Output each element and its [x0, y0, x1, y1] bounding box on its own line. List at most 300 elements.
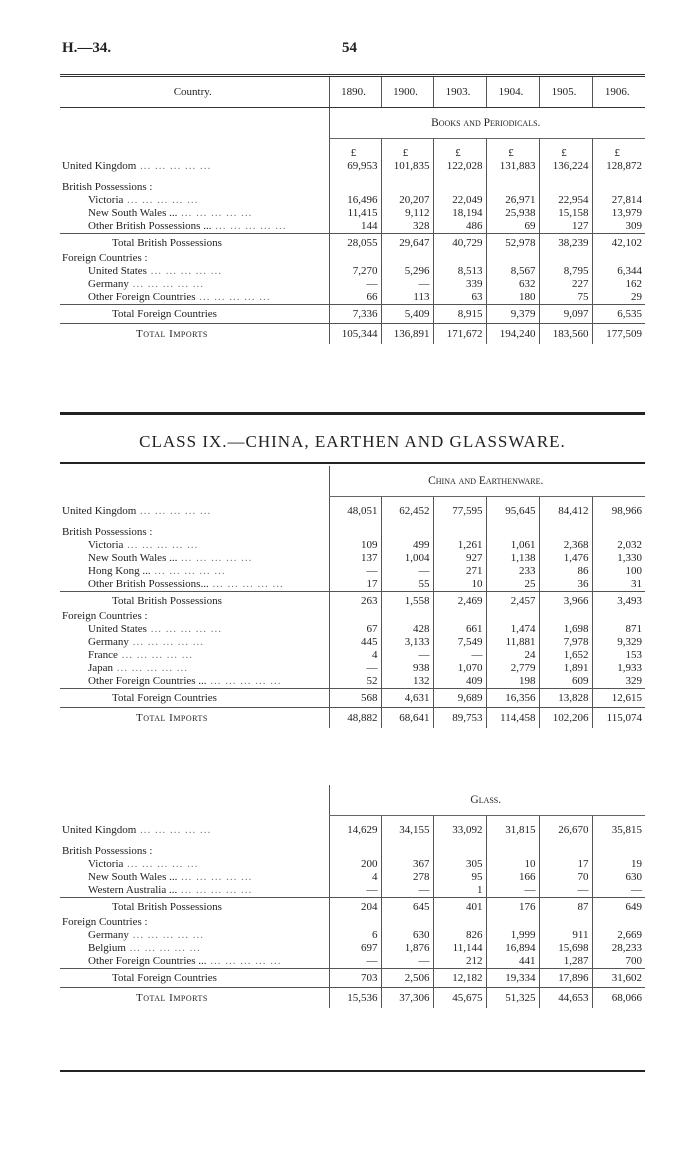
table-row: [60, 578, 645, 592]
value-cell: 5,409: [381, 305, 433, 324]
value-cell: 177,509: [592, 324, 645, 345]
empty-cell: [329, 526, 381, 539]
empty-cell: [433, 610, 486, 623]
table-row: [60, 265, 645, 278]
value-cell: 367: [381, 858, 433, 871]
row-label: [60, 505, 329, 518]
leader-dots: ... ... ... ... ...: [195, 291, 271, 303]
year-header: 1905.: [539, 76, 592, 108]
value-cell: 1,004: [381, 552, 433, 565]
empty-cell: [486, 916, 539, 929]
table-row: [60, 207, 645, 220]
spacer-cell: [433, 837, 486, 845]
leader-dots: ... ... ... ... ...: [136, 160, 212, 172]
table-row: [60, 942, 645, 955]
row-label: [60, 265, 329, 278]
value-cell: 37,306: [381, 988, 433, 1009]
value-cell: 927: [433, 552, 486, 565]
row-label-text: Total Foreign Countries: [112, 691, 217, 704]
row-label: [60, 623, 329, 636]
value-cell: 10: [433, 578, 486, 592]
row-label-text: Belgium: [88, 942, 126, 954]
spacer-row: [60, 837, 645, 845]
empty-cell: [381, 526, 433, 539]
row-label: [60, 871, 329, 884]
empty-cell: [329, 181, 381, 194]
row-label-text: United States: [88, 265, 147, 277]
table-row: [60, 552, 645, 565]
row-label-text: Foreign Countries :: [62, 916, 148, 928]
row-label-text: New South Wales ...: [88, 552, 178, 564]
currency-spacer: [60, 147, 329, 160]
row-label-text: Other Foreign Countries ...: [88, 955, 207, 967]
value-cell: 19: [592, 858, 645, 871]
leader-dots: ... ... ... ... ...: [117, 649, 193, 661]
value-cell: 132: [381, 675, 433, 689]
value-cell: 9,097: [539, 305, 592, 324]
section-rule: [60, 1070, 645, 1072]
row-label-text: Foreign Countries :: [62, 252, 148, 264]
leader-dots: ... ... ... ... ...: [113, 662, 189, 674]
leader-dots: ... ... ... ... ...: [146, 623, 222, 635]
row-label: [60, 278, 329, 291]
china-earthenware-table: [60, 466, 645, 728]
value-cell: 486: [433, 220, 486, 234]
section-rule: [60, 412, 645, 415]
value-cell: 26,670: [539, 824, 592, 837]
value-cell: 409: [433, 675, 486, 689]
value-cell: 109: [329, 539, 381, 552]
value-cell: 212: [433, 955, 486, 969]
value-cell: 102,206: [539, 708, 592, 729]
spacer-cell: [60, 518, 329, 526]
value-cell: 271: [433, 565, 486, 578]
value-cell: 15,158: [539, 207, 592, 220]
value-cell: 871: [592, 623, 645, 636]
value-cell: 62,452: [381, 505, 433, 518]
subtotal-row: [60, 898, 645, 917]
page-header: [62, 40, 670, 60]
empty-cell: [381, 610, 433, 623]
value-cell: 42,102: [592, 234, 645, 253]
spacer-cell: [539, 837, 592, 845]
row-label-text: Victoria: [88, 539, 124, 551]
value-cell: 31,602: [592, 969, 645, 988]
spacer-cell: [381, 173, 433, 181]
leader-dots: ... ... ... ... ...: [136, 505, 212, 517]
value-cell: 131,883: [486, 160, 539, 173]
spacer-cell: [539, 173, 592, 181]
value-cell: 7,270: [329, 265, 381, 278]
table-row: [60, 160, 645, 173]
row-label: [60, 884, 329, 898]
row-label: [60, 526, 329, 539]
value-cell: 8,567: [486, 265, 539, 278]
row-label-text: Hong Kong ...: [88, 565, 151, 577]
value-cell: 20,207: [381, 194, 433, 207]
empty-cell: [329, 845, 381, 858]
row-label-text: Foreign Countries :: [62, 610, 148, 622]
value-cell: 4,631: [381, 689, 433, 708]
value-cell: 137: [329, 552, 381, 565]
spacer-cell: [592, 518, 645, 526]
table-row: [60, 824, 645, 837]
value-cell: 499: [381, 539, 433, 552]
leader-dots: ... ... ... ... ...: [177, 552, 253, 564]
value-cell: 166: [486, 871, 539, 884]
value-cell: 6,344: [592, 265, 645, 278]
leader-dots: ... ... ... ... ...: [177, 884, 253, 896]
row-label-text: Total Foreign Countries: [112, 971, 217, 984]
value-cell: 1,330: [592, 552, 645, 565]
value-cell: 27,814: [592, 194, 645, 207]
value-cell: 75: [539, 291, 592, 305]
table-row: [60, 884, 645, 898]
row-label-text: United Kingdom: [62, 505, 137, 517]
value-cell: 200: [329, 858, 381, 871]
value-cell: 40,729: [433, 234, 486, 253]
value-cell: 1,287: [539, 955, 592, 969]
value-cell: 38,239: [539, 234, 592, 253]
value-cell: 697: [329, 942, 381, 955]
spacer-cell: [539, 139, 592, 148]
subtotal-row: [60, 234, 645, 253]
row-label-text: United Kingdom: [62, 160, 137, 172]
value-cell: 1,698: [539, 623, 592, 636]
table-row: [60, 194, 645, 207]
row-label-text: Germany: [88, 929, 129, 941]
value-cell: 52,978: [486, 234, 539, 253]
empty-cell: [329, 916, 381, 929]
row-label: [60, 708, 329, 729]
spacer-cell: [592, 173, 645, 181]
value-cell: 8,915: [433, 305, 486, 324]
empty-cell: [486, 610, 539, 623]
spacer-cell: [592, 497, 645, 506]
value-cell: 66: [329, 291, 381, 305]
value-cell: —: [329, 565, 381, 578]
value-cell: —: [592, 884, 645, 898]
leader-dots: ... ... ... ... ...: [125, 942, 201, 954]
value-cell: 632: [486, 278, 539, 291]
leader-dots: ... ... ... ... ...: [128, 929, 204, 941]
row-label: [60, 610, 329, 623]
value-cell: 1,474: [486, 623, 539, 636]
value-cell: 309: [592, 220, 645, 234]
group-heading-row: [60, 252, 645, 265]
year-header: 1904.: [486, 76, 539, 108]
value-cell: 4: [329, 649, 381, 662]
value-cell: 441: [486, 955, 539, 969]
table-row: [60, 565, 645, 578]
value-cell: 2,368: [539, 539, 592, 552]
row-label: [60, 194, 329, 207]
empty-cell: [329, 252, 381, 265]
empty-cell: [592, 181, 645, 194]
row-label-text: Total British Possessions: [112, 594, 222, 607]
value-cell: 12,615: [592, 689, 645, 708]
value-cell: 98,966: [592, 505, 645, 518]
currency-symbol: £: [329, 147, 381, 160]
value-cell: 700: [592, 955, 645, 969]
value-cell: 68,641: [381, 708, 433, 729]
table-row: [60, 662, 645, 675]
row-label: [60, 181, 329, 194]
value-cell: 7,549: [433, 636, 486, 649]
value-cell: 101,835: [381, 160, 433, 173]
spacer-cell: [539, 816, 592, 825]
class-title: CLASS IX.—CHINA, EARTHEN AND GLASSWARE.: [139, 432, 566, 451]
value-cell: 7,336: [329, 305, 381, 324]
group-heading-row: [60, 845, 645, 858]
value-cell: 661: [433, 623, 486, 636]
value-cell: 1,652: [539, 649, 592, 662]
empty-cell: [381, 181, 433, 194]
subtotal-row: [60, 969, 645, 988]
empty-cell: [486, 845, 539, 858]
value-cell: 113: [381, 291, 433, 305]
value-cell: 1,138: [486, 552, 539, 565]
empty-cell: [539, 916, 592, 929]
spacer-row: [60, 497, 645, 506]
value-cell: 17,896: [539, 969, 592, 988]
value-cell: 55: [381, 578, 433, 592]
row-label-text: Other British Possessions ...: [88, 220, 212, 232]
spacer-cell: [433, 139, 486, 148]
value-cell: 70: [539, 871, 592, 884]
value-cell: 938: [381, 662, 433, 675]
value-cell: 95: [433, 871, 486, 884]
value-cell: 428: [381, 623, 433, 636]
spacer-cell: [539, 497, 592, 506]
leader-dots: ... ... ... ... ...: [150, 565, 226, 577]
row-label-text: Other Foreign Countries ...: [88, 675, 207, 687]
books-periodicals-table: [60, 74, 645, 344]
value-cell: 9,379: [486, 305, 539, 324]
row-label-text: Total British Possessions: [112, 236, 222, 249]
table-row: [60, 675, 645, 689]
value-cell: 1,476: [539, 552, 592, 565]
spacer-cell: [539, 518, 592, 526]
value-cell: 198: [486, 675, 539, 689]
value-cell: 649: [592, 898, 645, 917]
spacer-cell: [60, 497, 329, 506]
leader-dots: ... ... ... ... ...: [208, 578, 284, 590]
value-cell: 2,032: [592, 539, 645, 552]
section-title: China and Earthenware.: [329, 466, 645, 497]
row-label: [60, 291, 329, 305]
empty-cell: [592, 252, 645, 265]
year-header: 1906.: [592, 76, 645, 108]
value-cell: 34,155: [381, 824, 433, 837]
row-label: [60, 578, 329, 592]
value-cell: 703: [329, 969, 381, 988]
empty-cell: [592, 526, 645, 539]
row-label: [60, 858, 329, 871]
leader-dots: ... ... ... ... ...: [146, 265, 222, 277]
group-heading-row: [60, 916, 645, 929]
value-cell: 136,224: [539, 160, 592, 173]
value-cell: —: [381, 884, 433, 898]
value-cell: 6,535: [592, 305, 645, 324]
value-cell: 6: [329, 929, 381, 942]
empty-cell: [329, 610, 381, 623]
value-cell: 10: [486, 858, 539, 871]
spacer-cell: [329, 497, 381, 506]
value-cell: —: [486, 884, 539, 898]
table-row: [60, 955, 645, 969]
value-cell: 204: [329, 898, 381, 917]
row-label-text: British Possessions :: [62, 526, 153, 538]
empty-cell: [381, 252, 433, 265]
value-cell: 328: [381, 220, 433, 234]
empty-cell: [539, 526, 592, 539]
spacer-cell: [486, 837, 539, 845]
row-label-text: France: [88, 649, 118, 661]
spacer-cell: [329, 139, 381, 148]
value-cell: —: [381, 565, 433, 578]
value-cell: 18,194: [433, 207, 486, 220]
value-cell: 13,979: [592, 207, 645, 220]
section-title: Books and Periodicals.: [329, 108, 645, 139]
value-cell: 180: [486, 291, 539, 305]
row-label-text: Total Imports: [136, 327, 208, 340]
value-cell: 22,954: [539, 194, 592, 207]
currency-symbol: £: [592, 147, 645, 160]
spacer-cell: [433, 816, 486, 825]
row-label: [60, 324, 329, 345]
spacer-cell: [486, 173, 539, 181]
country-header: Country.: [60, 76, 329, 108]
row-label: [60, 207, 329, 220]
leader-dots: ... ... ... ... ...: [123, 194, 199, 206]
row-label-text: United States: [88, 623, 147, 635]
leader-dots: ... ... ... ... ...: [136, 824, 212, 836]
value-cell: 16,894: [486, 942, 539, 955]
subtotal-row: [60, 305, 645, 324]
currency-symbol: £: [539, 147, 592, 160]
row-label-text: Total Imports: [136, 991, 208, 1004]
group-heading-row: [60, 610, 645, 623]
row-label: [60, 689, 329, 708]
currency-symbol: £: [381, 147, 433, 160]
value-cell: —: [539, 884, 592, 898]
empty-cell: [486, 526, 539, 539]
value-cell: 8,513: [433, 265, 486, 278]
leader-dots: ... ... ... ... ...: [123, 539, 199, 551]
table-row: [60, 871, 645, 884]
row-label: [60, 824, 329, 837]
empty-cell: [433, 252, 486, 265]
spacer-cell: [433, 518, 486, 526]
spacer-cell: [381, 837, 433, 845]
spacer-row: [60, 139, 645, 148]
section-title: Glass.: [329, 785, 645, 816]
row-label: [60, 662, 329, 675]
value-cell: 401: [433, 898, 486, 917]
value-cell: 16,496: [329, 194, 381, 207]
subtotal-row: [60, 689, 645, 708]
row-label-text: Japan: [88, 662, 114, 674]
leader-dots: ... ... ... ... ...: [128, 636, 204, 648]
value-cell: 1,558: [381, 592, 433, 611]
spacer-cell: [60, 837, 329, 845]
value-cell: 11,881: [486, 636, 539, 649]
value-cell: 1,891: [539, 662, 592, 675]
value-cell: 630: [381, 929, 433, 942]
spacer-cell: [592, 816, 645, 825]
row-label: [60, 220, 329, 234]
spacer-row: [60, 816, 645, 825]
empty-cell: [539, 252, 592, 265]
value-cell: 1,933: [592, 662, 645, 675]
value-cell: —: [329, 662, 381, 675]
spacer-cell: [433, 497, 486, 506]
value-cell: 227: [539, 278, 592, 291]
value-cell: 95,645: [486, 505, 539, 518]
value-cell: 24: [486, 649, 539, 662]
value-cell: 44,653: [539, 988, 592, 1009]
value-cell: 7,978: [539, 636, 592, 649]
empty-cell: [433, 845, 486, 858]
table-row: [60, 636, 645, 649]
currency-row: [60, 147, 645, 160]
value-cell: 233: [486, 565, 539, 578]
spacer-cell: [60, 816, 329, 825]
value-cell: 9,112: [381, 207, 433, 220]
spacer-row: [60, 173, 645, 181]
empty-cell: [592, 916, 645, 929]
spacer-cell: [433, 173, 486, 181]
value-cell: 2,506: [381, 969, 433, 988]
table-row: [60, 649, 645, 662]
value-cell: 9,329: [592, 636, 645, 649]
section-title-row: [60, 466, 645, 497]
row-label: [60, 916, 329, 929]
spacer-cell: [486, 497, 539, 506]
spacer-cell: [381, 518, 433, 526]
value-cell: —: [381, 955, 433, 969]
value-cell: 48,882: [329, 708, 381, 729]
table-row: [60, 291, 645, 305]
empty-cell: [486, 181, 539, 194]
empty-cell: [381, 916, 433, 929]
value-cell: 1,061: [486, 539, 539, 552]
value-cell: 31,815: [486, 824, 539, 837]
document-code: H.—34.: [62, 40, 112, 56]
value-cell: 2,669: [592, 929, 645, 942]
section-title-spacer: [60, 108, 329, 139]
value-cell: 26,971: [486, 194, 539, 207]
row-label: [60, 929, 329, 942]
row-label-text: British Possessions :: [62, 181, 153, 193]
value-cell: 1,999: [486, 929, 539, 942]
empty-cell: [592, 610, 645, 623]
spacer-cell: [329, 173, 381, 181]
spacer-cell: [60, 139, 329, 148]
empty-cell: [486, 252, 539, 265]
value-cell: 45,675: [433, 988, 486, 1009]
value-cell: 87: [539, 898, 592, 917]
leader-dots: ... ... ... ... ...: [123, 858, 199, 870]
row-label-text: Germany: [88, 636, 129, 648]
row-label: [60, 675, 329, 689]
total-imports-row: [60, 324, 645, 345]
table-row: [60, 505, 645, 518]
value-cell: —: [329, 278, 381, 291]
row-label: [60, 539, 329, 552]
value-cell: 52: [329, 675, 381, 689]
